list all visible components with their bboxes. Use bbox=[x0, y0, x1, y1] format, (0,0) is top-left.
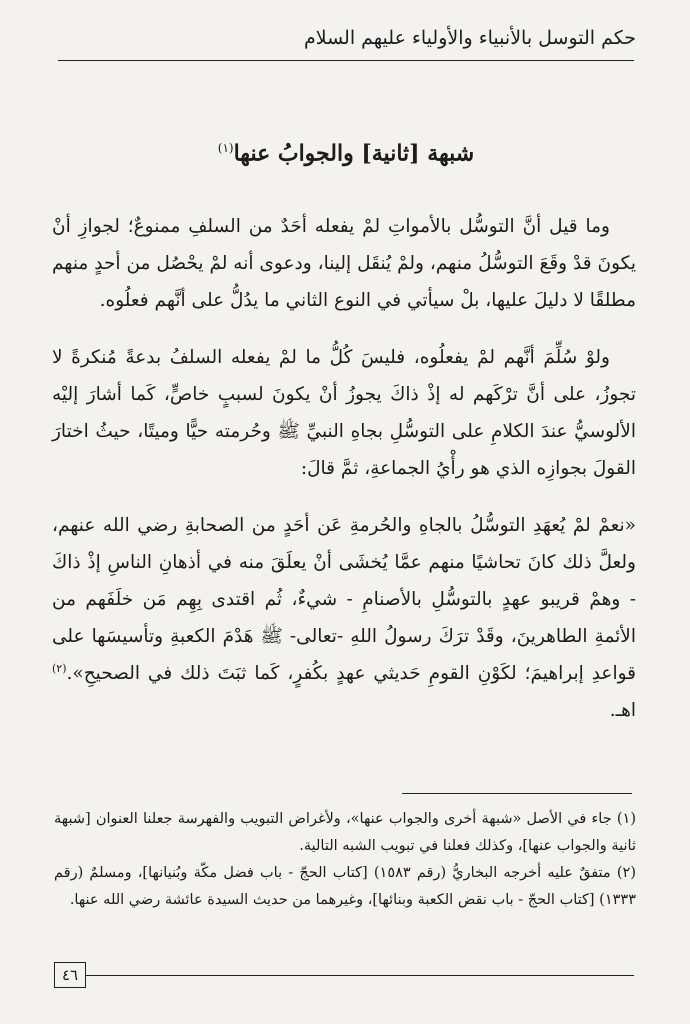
footer-rule bbox=[86, 975, 634, 976]
section-title bbox=[58, 132, 634, 169]
header-rule bbox=[58, 60, 634, 61]
running-header: حكم التوسل بالأنبياء والأولياء عليهم السلام bbox=[304, 27, 636, 49]
body-text bbox=[52, 208, 636, 749]
footnote-rule bbox=[402, 793, 632, 794]
section-title-text: شبهة [ثانية] والجوابُ عنها bbox=[233, 140, 475, 167]
footnote-2: (٢) متفقٌ عليه أخرجه البخاريُّ (رقم ١٥٨٣) [كتاب الحجّ - باب فضل مكّة وبُنيانها]، ومسلمٌ (رقم ١٣٣٣) [كتاب الحجّ - باب نقض الكعبة وبنائها]، وغيرهما من حديث السيدة عائشة رضي الله عنها. bbox=[54, 865, 636, 908]
footnotes bbox=[54, 806, 636, 914]
paragraph-1: وما قيل أنَّ التوسُّل بالأمواتِ لمْ يفعله أحَدٌ من السلفِ ممنوعٌ؛ لجوازِ أنْ يكونَ قدْ وقَعَ التوسُّلُ منهم، ولمْ يُنقَل إلينا، ودعوى أنه لمْ يحْصُل من أحدٍ منهم مطلقًا لا دليلَ عليها، بلْ سيأتي في النوع الثاني ما يدُلُّ على أنَّهم فعلُوه. bbox=[52, 216, 636, 311]
quote-text: «نعمْ لمْ يُعهَدِ التوسُّلُ بالجاهِ والحُرمةِ عَن أحَدٍ من الصحابةِ رضي الله عنهم، ولعلَّ ذلك كانَ تحاشيًا منهم عمَّا يُخشَى أنْ يعلَقَ منه في أذهانِ الناسِ إذْ ذاكَ - وهمْ قريبو عهدٍ بالتوسُّلِ بالأصنامِ - شيءٌ، ثُم اقتدى بِهِم مَن خلَفَهم من الأئمةِ الطاهرينَ، وقَدْ ترَكَ رسولُ اللهِ -تعالى- ﷺ هَدْمَ الكعبةِ وتأسيسَها على قواعدِ إبراهيمَ؛ لكَوْنِ القومِ حَديثي عهدٍ بكُفرٍ، كَما ثبَتَ ذلك في الصحيحِ». bbox=[52, 515, 636, 684]
footnote-1: (١) جاء في الأصل «شبهة أخرى والجواب عنها»، ولأغراض التبويب والفهرسة جعلنا العنوان [شبهة ثانية والجواب عنها]، وكذلك فعلنا في تبويب الشبه التالية. bbox=[54, 811, 636, 854]
footnote-marker-1[interactable]: (١) bbox=[217, 141, 234, 155]
quote-end: اهـ. bbox=[609, 700, 636, 721]
quote-paragraph bbox=[52, 507, 636, 729]
paragraph-2: ولوْ سُلِّمَ أنَّهم لمْ يفعلُوه، فليسَ كُلُّ ما لمْ يفعله السلفُ بدعةً مُنكرةً لا تجوزُ، على أنَّ ترْكَهم له إذْ ذاكَ يجوزُ أنْ يكونَ لسببٍ خاصٍّ، كَما أشارَ إليْه الألوسيُّ عندَ الكلامِ على التوسُّلِ بجاهِ النبيِّ ﷺ وحُرمته حيًّا وميتًا، حيثُ اختارَ القولَ بجوازِه الذي هو رأْيُ الجماعةِ، ثمَّ قالَ: bbox=[52, 347, 636, 479]
footnote-marker-2[interactable]: (٢) bbox=[52, 661, 67, 675]
page-number: ٤٦ bbox=[54, 962, 86, 988]
